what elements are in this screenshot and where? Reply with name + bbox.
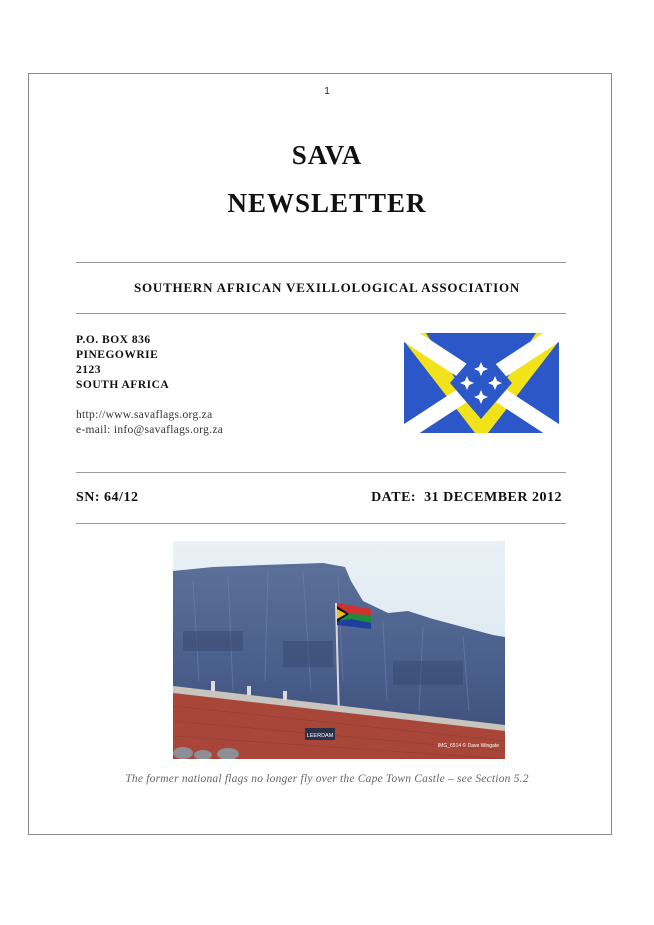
photo-credit: IMG_6514 © Dave Wingate xyxy=(437,743,499,749)
email-link[interactable]: e-mail: info@savaflags.org.za xyxy=(76,424,224,436)
date-value: 31 DECEMBER 2012 xyxy=(424,490,562,505)
newsletter-title-line-2: NEWSLETTER xyxy=(227,188,427,218)
divider-contact xyxy=(76,472,566,473)
serial-number: SN: 64/12 xyxy=(76,490,139,505)
contact-details xyxy=(76,408,223,438)
page-number: 1 xyxy=(324,86,330,97)
address-line: P.O. BOX 836 xyxy=(76,334,151,346)
divider-issue xyxy=(76,523,566,524)
divider-association xyxy=(76,313,566,314)
divider-top xyxy=(76,262,566,263)
date-label: DATE: xyxy=(371,490,417,505)
address-line: PINEGOWRIE xyxy=(76,349,159,361)
issue-date xyxy=(371,490,562,506)
photo-caption: The former national flags no longer fly over the Cape Town Castle – see Section 5.2 xyxy=(125,773,529,785)
address-line: SOUTH AFRICA xyxy=(76,379,170,391)
association-name: SOUTHERN AFRICAN VEXILLOLOGICAL ASSOCIATION xyxy=(133,280,521,295)
sign-text: LEERDAM xyxy=(306,733,334,739)
newsletter-title-line-1: SAVA xyxy=(291,140,363,170)
address-line: 2123 xyxy=(76,364,101,376)
sava-flag-image xyxy=(404,333,559,433)
website-link[interactable]: http://www.savaflags.org.za xyxy=(76,409,213,421)
postal-address xyxy=(76,333,169,393)
cape-town-castle-photo xyxy=(173,541,505,759)
